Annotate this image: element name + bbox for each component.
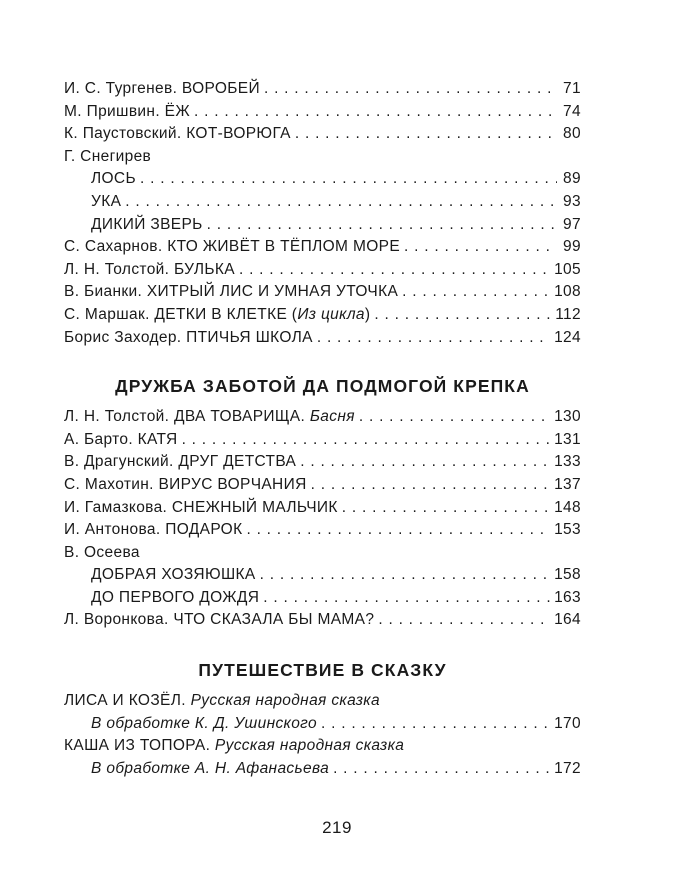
entry-italic-note: Русская народная сказка — [214, 737, 405, 755]
entry-text — [91, 713, 317, 736]
leader-dots — [263, 587, 550, 610]
leader-dots — [207, 214, 557, 237]
entry-text: В. Осеева — [64, 543, 140, 561]
toc-entry — [64, 304, 581, 327]
toc-entry — [64, 519, 581, 542]
toc-entry — [64, 101, 581, 124]
leader-dots — [295, 123, 557, 146]
toc-entry — [64, 214, 581, 237]
leader-dots — [300, 451, 550, 474]
entry-italic-note: В обработке К. Д. Ушинского — [91, 714, 317, 732]
entry-italic-note: В обработке А. Н. Афанасьева — [91, 759, 330, 777]
toc-entry — [64, 168, 581, 191]
entry-page: 71 — [563, 80, 581, 97]
entry-text: И. Гамазкова. СНЕЖНЫЙ МАЛЬЧИК — [64, 498, 338, 516]
entry-text-main: С. Маршак. ДЕТКИ В КЛЕТКЕ ( — [64, 305, 298, 323]
entry-text: ДИКИЙ ЗВЕРЬ — [91, 215, 203, 233]
toc-entry — [64, 713, 581, 736]
entry-page: 164 — [554, 611, 581, 629]
entry-text — [64, 735, 404, 758]
entry-page: 158 — [554, 566, 581, 584]
leader-dots — [317, 327, 550, 350]
leader-dots — [246, 519, 550, 542]
leader-dots — [333, 758, 550, 781]
toc-entry — [64, 259, 581, 282]
entry-page: 108 — [554, 283, 581, 301]
toc-entry — [64, 609, 581, 632]
entry-text: Л. Н. Толстой. БУЛЬКА — [64, 260, 235, 278]
toc-section-1 — [64, 78, 581, 349]
toc-entry — [64, 758, 581, 781]
entry-text: УКА — [91, 192, 122, 210]
entry-text: С. Махотин. ВИРУС ВОРЧАНИЯ — [64, 475, 307, 493]
toc-section-2 — [64, 374, 581, 632]
leader-dots — [321, 713, 550, 736]
entry-text: В. Драгунский. ДРУГ ДЕТСТВА — [64, 453, 297, 471]
entry-text-after: ) — [364, 305, 371, 323]
leader-dots — [182, 429, 551, 452]
entry-text: Борис Заходер. ПТИЧЬЯ ШКОЛА — [64, 328, 313, 346]
entry-text: Л. Воронкова. ЧТО СКАЗАЛА БЫ МАМА? — [64, 611, 375, 629]
entry-text: ДО ПЕРВОГО ДОЖДЯ — [91, 588, 260, 606]
toc-entry — [64, 327, 581, 350]
entry-text-main: КАША ИЗ ТОПОРА. — [64, 737, 215, 755]
entry-text: И. Антонова. ПОДАРОК — [64, 521, 243, 539]
toc-entry — [64, 78, 581, 101]
entry-page: 172 — [554, 759, 581, 777]
leader-dots — [311, 474, 550, 497]
entry-page: 99 — [563, 238, 581, 256]
entry-text — [64, 304, 370, 327]
entry-italic-note: Из цикла — [297, 305, 365, 323]
toc-author-heading — [64, 542, 581, 565]
entry-text: ЛОСЬ — [91, 170, 136, 188]
entry-text — [64, 406, 355, 429]
entry-text: Г. Снегирев — [64, 147, 152, 165]
toc-entry — [64, 406, 581, 429]
entry-page: 93 — [563, 192, 581, 210]
entry-text: М. Пришвин. ЁЖ — [64, 102, 191, 120]
toc-author-heading — [64, 146, 581, 169]
entry-text — [91, 758, 329, 781]
toc-entry — [64, 497, 581, 520]
leader-dots — [125, 191, 557, 214]
leader-dots — [239, 259, 550, 282]
entry-page: 153 — [554, 521, 581, 539]
entry-text: ДОБРАЯ ХОЗЯЮШКА — [91, 566, 256, 584]
entry-page: 131 — [554, 430, 581, 448]
toc-entry — [64, 690, 581, 713]
entry-text: К. Паустовский. КОТ-ВОРЮГА — [64, 125, 291, 143]
entry-page: 105 — [554, 260, 581, 278]
entry-page: 170 — [554, 714, 581, 732]
toc-entry — [64, 474, 581, 497]
entry-text: В. Бианки. ХИТРЫЙ ЛИС И УМНАЯ УТОЧКА — [64, 283, 399, 301]
entry-page: 74 — [563, 102, 581, 120]
entry-text — [64, 690, 380, 713]
toc-entry — [64, 281, 581, 304]
toc-entry — [64, 564, 581, 587]
section-heading: ДРУЖБА ЗАБОТОЙ ДА ПОДМОГОЙ КРЕПКА — [115, 376, 530, 397]
entry-page: 97 — [563, 215, 581, 233]
toc-entry — [64, 429, 581, 452]
toc-entry — [64, 236, 581, 259]
leader-dots — [359, 406, 550, 429]
entry-text: С. Сахарнов. КТО ЖИВЁТ В ТЁПЛОМ МОРЕ — [64, 238, 401, 256]
entry-text-main: ЛИСА И КОЗЁЛ. — [64, 692, 191, 710]
toc-entry — [64, 191, 581, 214]
entry-page: 112 — [555, 305, 581, 323]
toc-entry — [64, 735, 581, 758]
leader-dots — [260, 564, 550, 587]
entry-page: 89 — [563, 170, 581, 188]
leader-dots — [264, 78, 557, 101]
entry-page: 80 — [563, 125, 581, 143]
leader-dots — [404, 236, 557, 259]
entry-text-main: Л. Н. Толстой. ДВА ТОВАРИЩА. — [64, 408, 310, 426]
toc-entry — [64, 587, 581, 610]
entry-text: И. С. Тургенев. ВОРОБЕЙ — [64, 80, 260, 97]
entry-page: 163 — [554, 588, 581, 606]
leader-dots — [342, 497, 550, 520]
toc-entry — [64, 123, 581, 146]
entry-page: 124 — [554, 328, 581, 346]
entry-text: А. Барто. КАТЯ — [64, 430, 178, 448]
entry-page: 133 — [554, 453, 581, 471]
table-of-contents — [64, 78, 581, 780]
entry-italic-note: Русская народная сказка — [190, 692, 380, 710]
entry-page: 137 — [554, 475, 581, 493]
entry-page: 148 — [554, 498, 581, 516]
page-number: 219 — [322, 818, 352, 837]
entry-page: 130 — [554, 408, 581, 426]
entry-italic-note: Басня — [309, 408, 355, 426]
leader-dots — [140, 168, 557, 191]
leader-dots — [402, 281, 550, 304]
toc-section-3 — [64, 658, 581, 780]
leader-dots — [378, 609, 550, 632]
toc-entry — [64, 451, 581, 474]
leader-dots — [374, 304, 551, 327]
leader-dots — [194, 101, 557, 124]
section-heading: ПУТЕШЕСТВИЕ В СКАЗКУ — [198, 660, 447, 681]
